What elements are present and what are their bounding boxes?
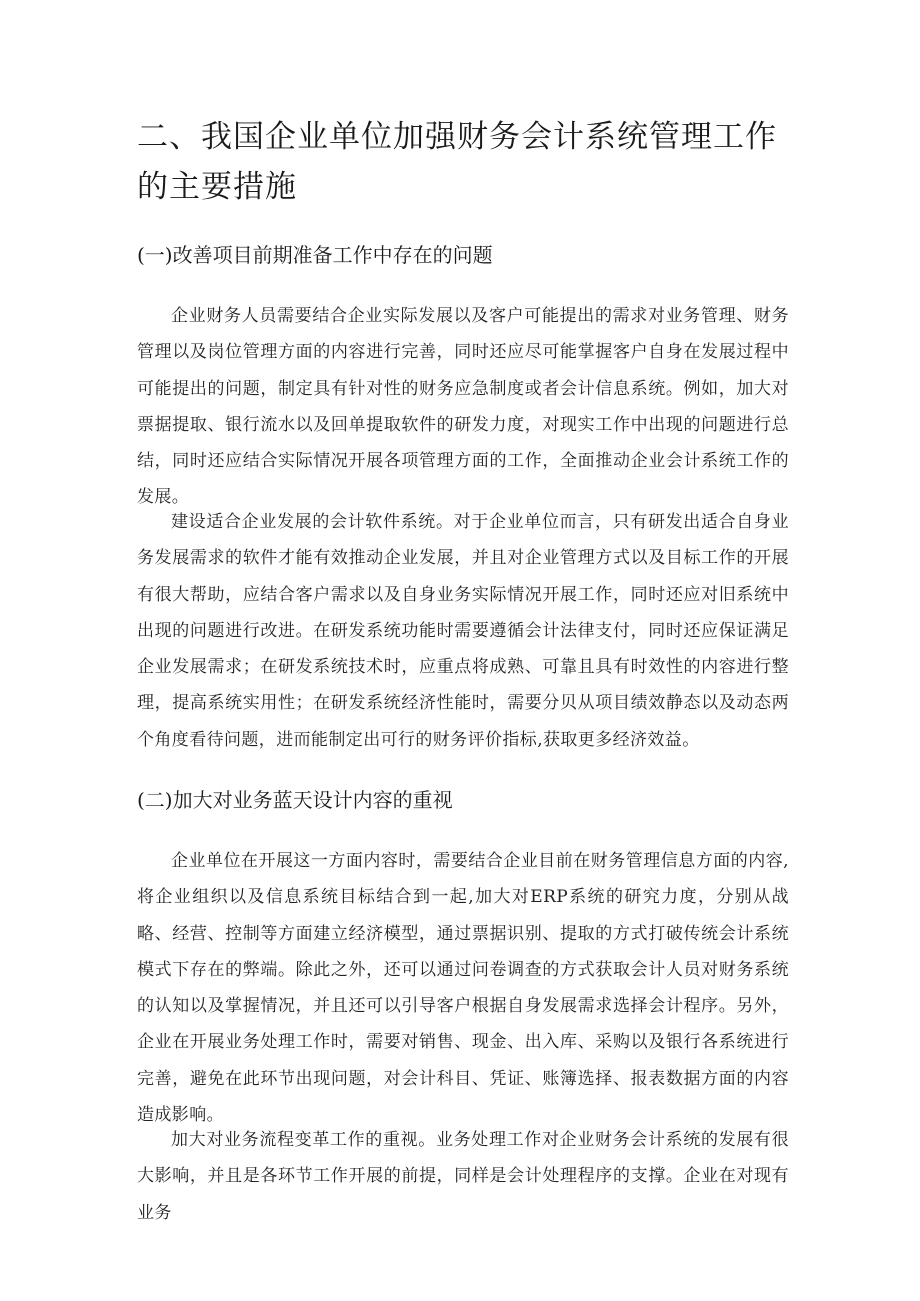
subsection-2-paragraph-1: 企业单位在开展这一方面内容时，需要结合企业目前在财务管理信息方面的内容,将企业组织以及信息系统目标结合到一起,加大对ERP系统的研究力度，分别从战略、经营、控制等方面建立经济模型，通过票据识别、提取的方式打破传统会计系统模式下存在的弊端。除此之外，还可以通过问卷调查的方式获取会计人员对财务系统的认知以及掌握情况，并且还可以引导客户根据自身发展需求选择会计程序。另外，企业在开展业务处理工作时，需要对销售、现金、出入库、采购以及银行各系统进行完善，避免在此环节出现问题，对会计科目、凭证、账簿选择、报表数据方面的内容造成影响。 — [137, 851, 789, 1126]
subsection-2-paragraph-2: 加大对业务流程变革工作的重视。业务处理工作对企业财务会计系统的发展有很大影响，并且是各环节工作开展的前提，同样是会计处理程序的支撑。企业在对现有业务 — [137, 1130, 789, 1223]
subsection-2-heading: (二)加大对业务蓝天设计内容的重视 — [137, 788, 453, 812]
subsection-1-paragraph-1: 企业财务人员需要结合企业实际发展以及客户可能提出的需求对业务管理、财务管理以及岗位管理方面的内容进行完善，同时还应尽可能掌握客户自身在发展过程中可能提出的问题，制定具有针对性的财务应急制度或者会计信息系统。例如，加大对票据提取、银行流水以及回单提取软件的研发力度，对现实工作中出现的问题进行总结，同时还应结合实际情况开展各项管理方面的工作，全面推动企业会计系统工作的发展。 — [137, 306, 789, 508]
subsection-1-heading: (一)改善项目前期准备工作中存在的问题 — [137, 243, 493, 267]
section-title: 二、我国企业单位加强财务会计系统管理工作的主要措施 — [137, 119, 777, 205]
subsection-1-paragraph-2: 建设适合企业发展的会计软件系统。对于企业单位而言，只有研发出适合自身业务发展需求的软件才能有效推动企业发展，并且对企业管理方式以及目标工作的开展有很大帮助，应结合客户需求以及自身业务实际情况开展工作，同时还应对旧系统中出现的问题进行改进。在研发系统功能时需要遵循会计法律支付，同时还应保证满足企业发展需求；在研发系统技术时，应重点将成熟、可靠且具有时效性的内容进行整理，提高系统实用性；在研发系统经济性能时，需要分贝从项目绩效静态以及动态两个角度看待问题，进而能制定出可行的财务评价指标,获取更多经济效益。 — [137, 512, 789, 750]
